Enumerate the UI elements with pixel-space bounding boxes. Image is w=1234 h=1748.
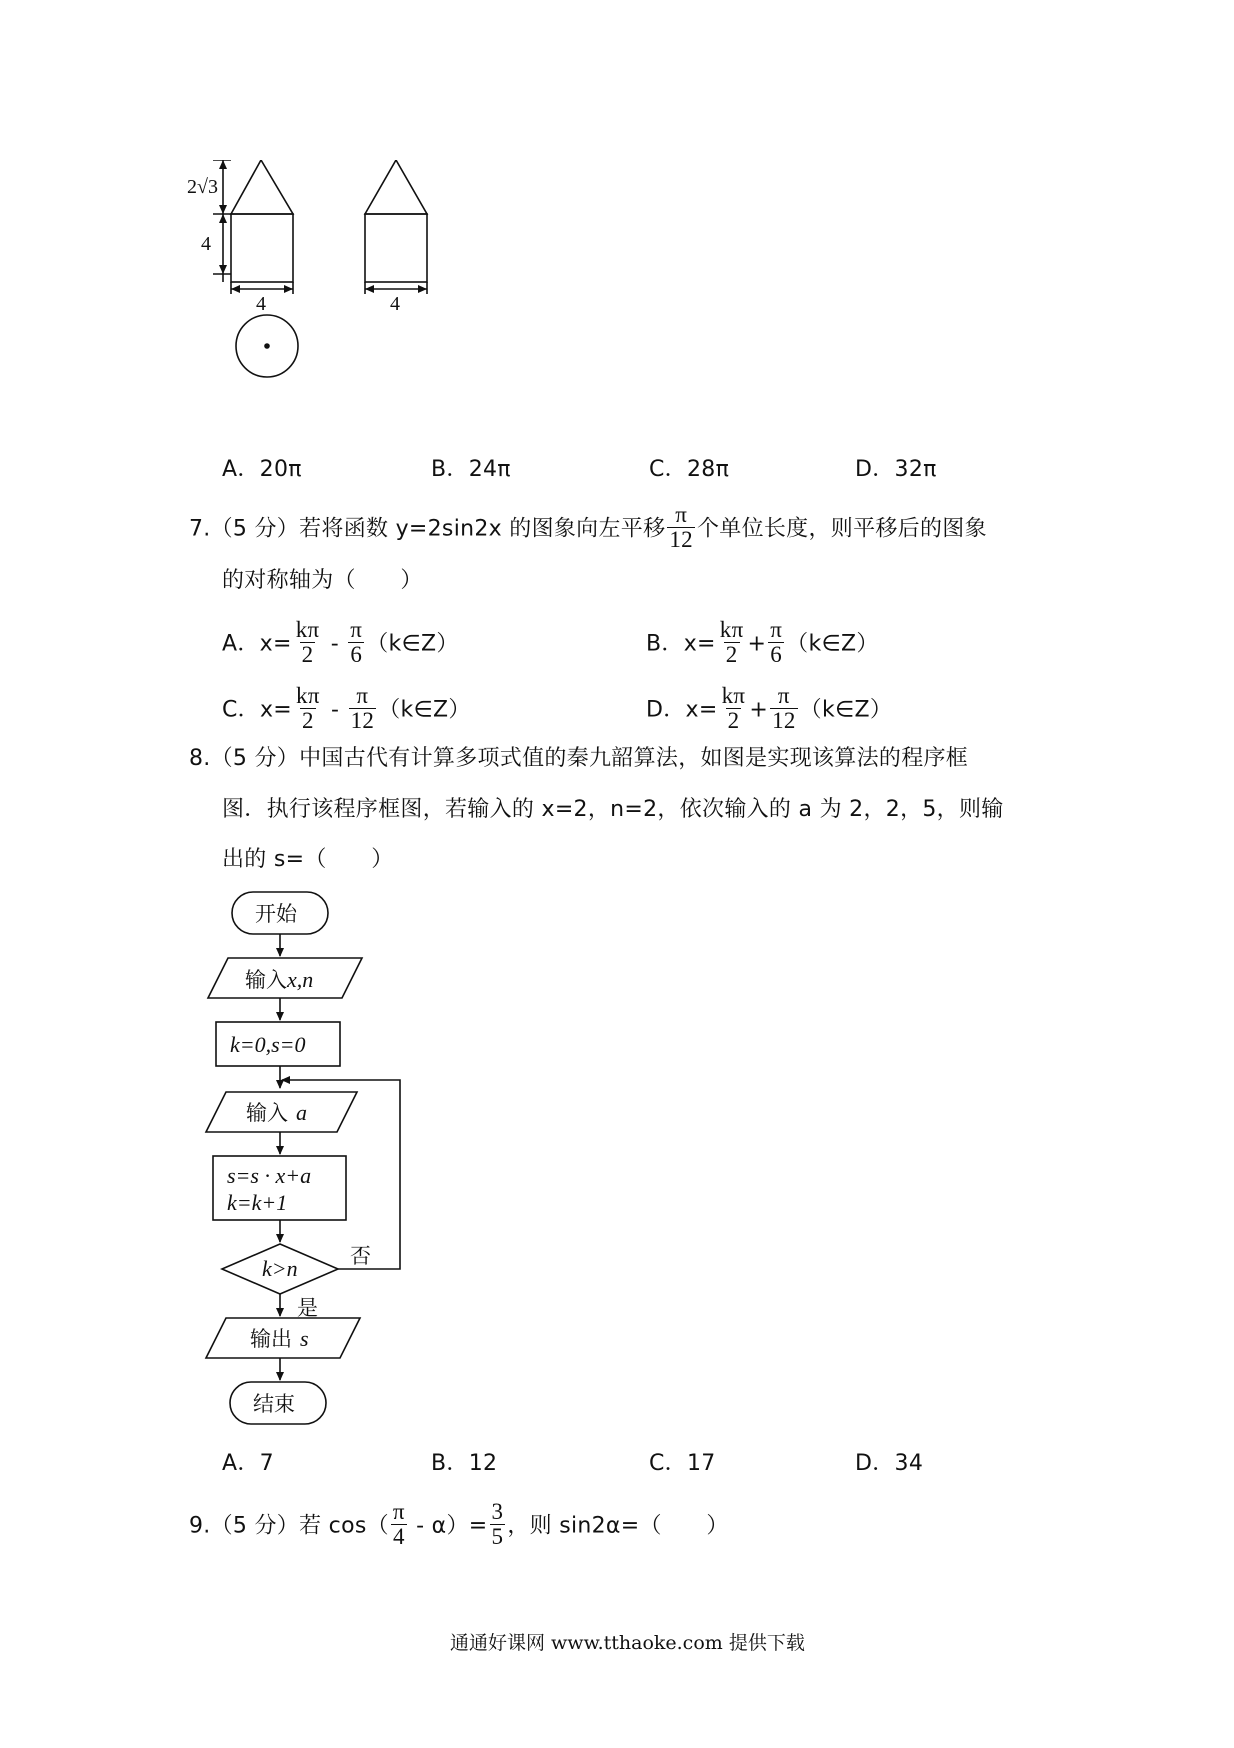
- dim-label-height-bottom: 4: [201, 233, 211, 255]
- flow-start-label: 开始: [255, 902, 297, 926]
- q6-option-a: A．20π: [222, 457, 302, 482]
- q8-stem-line1: 8.（5 分）中国古代有计算多项式值的秦九韶算法，如图是实现该算法的程序框: [189, 746, 969, 771]
- q7-score: （5 分）: [210, 516, 300, 542]
- q9-fraction-3-over-5: $\frac{3}{5}$: [491, 1499, 504, 1549]
- q7-stem-line2: 的对称轴为（ ）: [222, 568, 423, 593]
- dim-label-width-front: 4: [256, 293, 266, 315]
- q6-option-d: D．32π: [855, 457, 937, 482]
- q9-fraction-pi-over-4: $\frac{\pi}{4}$: [392, 1499, 405, 1549]
- flow-input-a-label: 输入 a: [246, 1100, 307, 1125]
- flow-output-label: 输出 s: [250, 1326, 309, 1351]
- flow-input-xn-label: 输入x,n: [245, 967, 314, 992]
- flow-no-label: 否: [350, 1244, 371, 1268]
- q8-option-d: D．34: [855, 1451, 924, 1476]
- front-view-triangle: [231, 160, 293, 214]
- q8-number: 8.: [189, 746, 211, 771]
- flowchart: [190, 890, 420, 1455]
- q9-score: （5 分）: [210, 1513, 300, 1539]
- q8-score: （5 分）: [210, 746, 300, 771]
- q6-option-c: C．28π: [649, 457, 730, 482]
- q7-number: 7.: [189, 516, 211, 542]
- three-view-figure: [185, 160, 505, 440]
- q8-option-a: A．7: [222, 1451, 274, 1476]
- dim-label-width-side: 4: [390, 293, 400, 315]
- flow-decision-label: k>n: [262, 1256, 298, 1281]
- q9-stem: 9.（5 分）若 cos（ $\frac{\pi}{4}$ - α）= $\frac{3}{5}$ ，则 sin2α=（ ）: [189, 1499, 729, 1549]
- q8-stem-line3: 出的 s=（ ）: [222, 847, 394, 872]
- q7-option-a: A．x= $\frac{k\pi}{2}$ - $\frac{\pi}{6}$ （k∈Z）: [222, 617, 459, 667]
- side-view-rect: [365, 214, 427, 282]
- front-view-rect: [231, 214, 293, 282]
- page-footer: 通通好课网 www.tthaoke.com 提供下载: [450, 1632, 805, 1654]
- q9-number: 9.: [189, 1513, 211, 1539]
- q8-option-c: C．17: [649, 1451, 716, 1476]
- q8-stem-line2: 图．执行该程序框图，若输入的 x=2，n=2，依次输入的 a 为 2，2，5，则输: [222, 797, 1004, 822]
- q7-shift-fraction: $\frac{\pi}{12}$: [669, 502, 693, 552]
- q6-option-b: B．24π: [431, 457, 511, 482]
- q7-stem-line1: 7.（5 分）若将函数 y=2sin2x 的图象向左平移 $\frac{\pi}{12}$ 个单位长度，则平移后的图象: [189, 502, 987, 552]
- q8-option-b: B．12: [431, 1451, 498, 1476]
- flow-process-line2: k=k+1: [227, 1190, 288, 1215]
- dim-label-height-top: 2√3: [187, 176, 218, 198]
- q7-option-b: B．x= $\frac{k\pi}{2}$ + $\frac{\pi}{6}$ （k∈Z）: [646, 617, 879, 667]
- q7-option-d: D．x= $\frac{k\pi}{2}$ + $\frac{\pi}{12}$ （k∈Z）: [646, 683, 893, 733]
- flow-yes-label: 是: [297, 1296, 318, 1320]
- flow-process-line1: s=s · x+a: [227, 1163, 312, 1188]
- flow-init-label: k=0,s=0: [230, 1032, 306, 1057]
- flow-end-label: 结束: [253, 1392, 295, 1416]
- side-view-triangle: [365, 160, 427, 214]
- q7-option-c: C．x= $\frac{k\pi}{2}$ - $\frac{\pi}{12}$ （k∈Z）: [222, 683, 471, 733]
